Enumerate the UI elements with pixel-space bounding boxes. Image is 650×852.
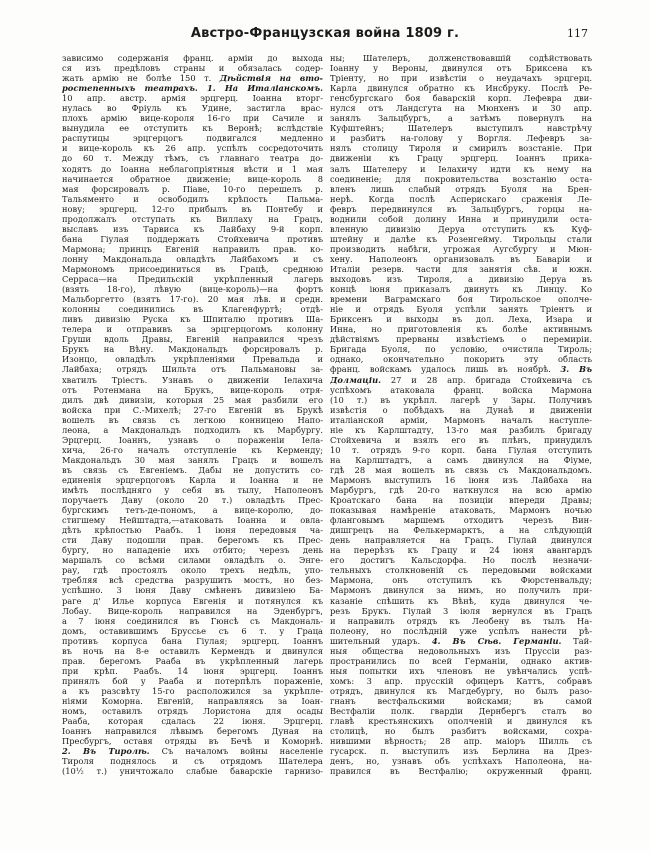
text-line: до 60 т. Между тѣмъ, съ главнаго театра до-	[62, 153, 323, 164]
text-line: ніе къ Карлштадту, 13-го мая разбилъ бригаду	[330, 424, 592, 435]
text-line: нившими вѣрность; 28 апр. маіоръ Шилль съ	[330, 736, 592, 747]
text-line: (взять 18-го), лѣвую (вице-король)—на фортъ	[62, 284, 323, 295]
text-line: нулся отъ Ландсгута на Мюнхенъ и 30 апр.	[330, 103, 592, 114]
text-line: Лайбаха; отрядъ Шильта отъ Пальмановы за-	[62, 364, 323, 375]
text-line: хомъ: 3 апр. прусскій офицеръ Каттъ, собравъ	[330, 675, 592, 686]
text-line: Мальборгетто (взятъ 17-го). 20 мая лѣв. и средн.	[62, 294, 323, 305]
text-line: Іоаннъ направился лѣвымъ берегомъ Дуная на	[62, 726, 323, 737]
text-line: Груши вдоль Дравы, Евгеній направился чрезъ	[62, 334, 323, 345]
text-line: Серраса—на Предильскій укрѣпленный лагерь	[62, 274, 323, 285]
text-line: движеніи къ Грацу эрцгерц. Іоаннъ прика-	[330, 153, 592, 164]
text-line: Пресбургъ, оставя отряды въ Бечѣ и Коморнѣ.	[62, 736, 323, 747]
text-line: хича, 26-го началъ отступленіе къ Керменду;	[62, 444, 323, 455]
text-line: успѣхомъ атаковала франц. войска Мармона	[330, 384, 592, 395]
text-line: Долмаціи. 27 и 28 апр. бригада Стойхевича съ	[330, 374, 592, 385]
text-line: жать армію не болѣе 150 т. Дѣйствія на вто-	[62, 73, 323, 84]
text-line: дилъ двѣ дивизіи, которыя 25 мая разбили его	[62, 394, 323, 405]
text-line: Рааба, которая сдалась 22 іюня. Эрцгерц.	[62, 716, 323, 727]
text-line: залъ Шателеру и Іелахичу идти къ нему на	[330, 163, 592, 174]
text-line: Карла двинулся обратно къ Инсбруку. Послѣ Ре-	[330, 83, 592, 94]
text-line: франц. войскамъ удалось лишь въ ноябрѣ. 3. Въ	[330, 364, 592, 375]
text-line: концѣ іюня приказалъ двинуть къ Линцу. Ко	[330, 284, 592, 295]
text-line: ны; Шателеръ, долженствовавшій содѣйствовать	[330, 53, 592, 63]
text-line: Мармономъ присоединиться въ Грацѣ, среднюю	[62, 263, 323, 274]
text-line: имѣть послѣдняго у себя въ тылу, Наполеонъ	[62, 485, 323, 496]
text-line: въ связь съ Евгеніемъ. Дабы не допустить со-	[62, 464, 323, 475]
text-line: дѣть крѣпостью Раабъ. 1 іюня передовыя ча-	[62, 525, 323, 536]
text-line: требляя всѣ средства разрушить мостъ, но без-	[62, 575, 323, 586]
text-line: ходятъ до Іоанна неблагопріятныя вѣсти и 1 мая	[62, 163, 323, 174]
text-line: мая форсировалъ р. Піаве, 10-го перешелъ р.	[62, 183, 323, 194]
text-line: лонну Макдональда овладѣть Лайбахомъ и съ	[62, 253, 323, 264]
text-line: принялъ бой у Рааба и потерпѣлъ пораженіе,	[62, 675, 323, 686]
text-line: Бриксенъ и выходы въ дол. Леха, Изара и	[330, 314, 592, 325]
text-line: плохъ армію вице-короля 16-го при Сачиле и	[62, 113, 323, 124]
text-line: единенія эрцгерцоговъ Карла и Іоанна и не	[62, 474, 323, 485]
text-line: Куфштейнъ; Шателеръ выступилъ навстрѣчу	[330, 123, 592, 134]
text-line: домъ, оставившимъ Бруссье съ 6 т. у Граца	[62, 625, 323, 636]
text-line: Мармонъ двинулся за нимъ, но получилъ при-	[330, 585, 592, 596]
text-line: маршалъ со всѣми силами овладѣлъ о. Энге-	[62, 555, 323, 566]
text-line: вошелъ въ связь съ легкою конницею Напо-	[62, 414, 323, 425]
text-line: Мармона, онъ отступилъ къ Фюрстенвальду;	[330, 575, 592, 586]
text-line: времени Ваграмскаго боя Тирольское ополче-	[330, 294, 592, 305]
text-line: вынудила ее отступить къ Веронѣ; вслѣдствіе	[62, 123, 323, 134]
text-line: полеону, но послѣдній уже успѣлъ нанести рѣ-	[330, 625, 592, 636]
text-line: а къ разсвѣту 15-го расположился за укрѣпле-	[62, 685, 323, 696]
text-line: пространились по всей Германіи, однако актив-	[330, 655, 592, 666]
text-line: Мармона; принцъ Евгеній направилъ прав. ко-	[62, 243, 323, 254]
text-line: отрядъ, двинулся къ Магдебургу, но былъ разо-	[330, 685, 592, 696]
text-column-right	[330, 53, 592, 776]
text-line: ніями Коморна. Евгеній, направляясь за Іоан-	[62, 696, 323, 706]
text-line: производить набѣги, угрожая Аугсбургу и Мюн-	[330, 243, 592, 254]
text-line: ся изъ предѣловъ страны и обязалась содер-	[62, 63, 323, 74]
text-line: войска при С.-Михелѣ; 27-го Евгеній въ Брукѣ	[62, 404, 323, 415]
text-line: и разбитъ на-голову у Воргля. Лефевръ за-	[330, 133, 592, 144]
text-line: выходовъ изъ Тироля, а дивизію Деруа въ	[330, 274, 592, 285]
text-line: дишгрецъ на Фелькермарктъ, а на слѣдующій	[330, 525, 592, 536]
text-line: нову; эрцгерц. 12-го прибылъ въ Понтебу и	[62, 203, 323, 214]
text-line: (10 т.) въ укрѣпл. лагерѣ у Зары. Получивъ	[330, 394, 592, 405]
text-line: раге д' Илье корпуса Евгенія и потянулся къ	[62, 595, 323, 606]
text-column-left	[62, 53, 323, 776]
text-line: резъ Брукъ. Гіулай 3 іюля вернулся въ Грацъ	[330, 605, 592, 616]
text-line: фланговымъ маршемъ отходитъ черезъ Вин-	[330, 515, 592, 526]
text-line: (10½ т.) уничтожало слабые баварскіе гарнизо-	[62, 766, 323, 777]
text-line: италіанской арміи, Мармонъ началъ наступле-	[330, 414, 592, 425]
text-line: прав. берегомъ Рааба въ укрѣпленный лагерь	[62, 655, 323, 666]
text-line: 10 апр. австр. армія эрцгерц. Іоанна вторг-	[62, 93, 323, 104]
text-line: тельныхъ столкновеній съ передовыми войсками	[330, 565, 592, 576]
text-line: ростепенныхъ театрахъ. 1. На Италіанскомъ.	[62, 83, 323, 94]
text-line: нулась во Фріуль къ Удине, застигла врас-	[62, 103, 323, 114]
text-line: а 7 іюня соединился въ Гюнсѣ съ Макдональ-	[62, 615, 323, 626]
text-line: колонны соединились въ Клагенфуртѣ; отдѣ-	[62, 304, 323, 315]
text-line: выславъ изъ Тарвиса къ Лайбаху 9-й корп.	[62, 223, 323, 234]
text-line: занялъ Зальцбургъ, а затѣмъ повернулъ на	[330, 113, 592, 124]
text-line: распутицы эрцгерцогъ подвигался медленно	[62, 133, 323, 144]
text-line: ныя общества недовольныхъ изъ Пруссіи раз-	[330, 645, 592, 656]
text-line: гнанъ вестфальскими войсками; въ самой	[330, 696, 592, 706]
text-line: однако, окончательно покорить эту область	[330, 354, 592, 365]
text-line: шительный ударъ. 4. Въ Сѣв. Германіи. Тай-	[330, 635, 592, 646]
text-line: Тріенту, но при извѣстіи о неудачахъ эрцгерц.	[330, 73, 592, 84]
text-line: правился въ Вестфалію; окруженный франц.	[330, 766, 592, 777]
text-line: Стойхевича и взялъ его въ плѣнъ, принудилъ	[330, 434, 592, 445]
text-line: день направляется на Грацъ. Гіулай двинулся	[330, 535, 592, 546]
text-line: Іоанну у Вероны, двинулся отъ Бриксена къ	[330, 63, 592, 74]
text-line: вленъ лишь слабый отрядъ Буоля на Брен-	[330, 183, 592, 194]
text-line: гусарск. п. выступилъ изъ Берлина на Дрез-	[330, 746, 592, 757]
text-line: Мармонъ выступилъ 16 іюня изъ Лайбаха на	[330, 474, 592, 485]
text-line: на перерѣзъ къ Грацу и 24 іюня авангардъ	[330, 545, 592, 556]
text-line: номъ, оставилъ отрядъ Лористона для осады	[62, 706, 323, 717]
text-line: продолжалъ отступать къ Виллаху на Грацъ,	[62, 213, 323, 224]
text-line: успѣшно. 3 іюня Даву смѣненъ дивизіею Ба-	[62, 585, 323, 596]
text-line: столицѣ, но былъ разбитъ войсками, сохра-	[330, 726, 592, 737]
text-line: и направилъ отрядъ къ Леобену въ тылъ На-	[330, 615, 592, 626]
text-line: его достигъ Кальсдорфа. Но послѣ незначи-	[330, 555, 592, 566]
text-line: вленную дивизію Деруа отступить къ Куф-	[330, 223, 592, 234]
text-line: Вестфаліи полк. гвардіи Дернбергъ сталъ во	[330, 706, 592, 717]
text-line: бургскимъ тетъ-де-пономъ, а вице-королю, до-	[62, 505, 323, 516]
text-line: гдѣ 28 мая вошелъ въ связь съ Макдональдомъ.	[330, 464, 592, 475]
text-line: ливъ дивизію Руска къ Шпиталю противъ Ша-	[62, 314, 323, 325]
text-line: казаніе спѣшить къ Вѣнѣ, куда двинулся че-	[330, 595, 592, 606]
page-title: Австро-Французская война 1809 г.	[190, 26, 460, 41]
text-line: сти Даву подошли прав. берегомъ къ Прес-	[62, 535, 323, 546]
text-line: Италіи резерв. части для занятія сѣв. и южн.	[330, 263, 592, 274]
text-line: стигшему Нейштадта,—атаковать Іоанна и овла-	[62, 515, 323, 526]
text-line: хватилъ Тріестъ. Узнавъ о движеніи Іелахича	[62, 374, 323, 385]
text-line: поручаетъ Даву (около 20 т.) овладѣть Прес-	[62, 495, 323, 506]
text-line: нялъ столицу Тироля и смирилъ возстаніе. При	[330, 143, 592, 154]
text-line: Кроатскаго бана на позиціи впереди Дравы;	[330, 495, 592, 506]
text-line: соединеніе; для покровительства возстанію оста-	[330, 173, 592, 184]
text-line: ніе и отрядъ Буоля успѣли занять Тріентъ и	[330, 304, 592, 315]
text-line: Бригада Буоля, по условію, очистила Тироль;	[330, 344, 592, 355]
text-line: показывая намѣреніе атаковать, Мармонъ ночью	[330, 505, 592, 516]
text-line: генсбургскаго боя баварскій корп. Лефевра дви-	[330, 93, 592, 104]
text-line: бургу, но нападеніе ихъ отбито; черезъ день	[62, 545, 323, 556]
text-line: воднили собой долину Инна и принудили оста-	[330, 213, 592, 224]
text-line: хену. Наполеонъ организовалъ въ Баваріи и	[330, 253, 592, 264]
text-line: при крѣп. Раабъ. 14 іюня эрцгерц. Іоаннъ	[62, 665, 323, 676]
text-line: февръ передвинулся въ Зальцбургъ, горцы на-	[330, 203, 592, 214]
text-line: бана Гіулая поддержать Стойхевича противъ	[62, 233, 323, 244]
page-number: 117	[567, 27, 588, 40]
text-line: Изонцо, овладѣлъ укрѣпленіями Превальда и	[62, 354, 323, 365]
text-line: телера и отправивъ за эрцгерцогомъ колонну	[62, 324, 323, 335]
text-line: ныя попытки ихъ членовъ не увѣнчались успѣ-	[330, 665, 592, 676]
text-line: на Карлштадтъ, а самъ двинулся на Фіуме,	[330, 454, 592, 465]
text-line: Марбургъ, гдѣ 20-го наткнулся на всю армію	[330, 485, 592, 496]
text-line: Инна, но приготовленія къ болѣе активнымъ	[330, 324, 592, 335]
text-line: штейну и далѣе къ Розенгейму. Тирольцы стали	[330, 233, 592, 244]
text-line: начинается обратное движеніе; вице-король 8	[62, 173, 323, 184]
text-line: Макдональдъ 30 мая занялъ Грацъ и вошелъ	[62, 454, 323, 465]
text-line: и вице-король къ 26 апр. успѣлъ сосредоточить	[62, 143, 323, 154]
text-line: денъ, но, узнавъ объ успѣхахъ Наполеона, на-	[330, 756, 592, 767]
text-line: Тальяменто и освободилъ крѣпость Пальма-	[62, 193, 323, 204]
text-line: противъ корпуса бана Гіулая; эрцгерц. Іоаннъ	[62, 635, 323, 646]
text-line: Лобау. Вице-король направился на Эденбургъ,	[62, 605, 323, 616]
text-line: въ ночь на 8-е оставилъ Кермендъ и двинулся	[62, 645, 323, 656]
text-line: 2. Въ Тиролѣ. Съ началомъ войны населеніе	[62, 746, 323, 757]
text-line: рау, гдѣ простоялъ около трехъ недѣль, упо-	[62, 565, 323, 576]
text-line: Эрцгерц. Іоаннъ, узнавъ о пораженіи Іела-	[62, 434, 323, 445]
text-line: зависимо содержанія франц. арміи до выхода	[62, 53, 323, 63]
text-line: извѣстія о побѣдахъ на Дунаѣ и движеніи	[330, 404, 592, 415]
text-line: нерѣ. Когда послѣ Асперискаго сраженія Ле-	[330, 193, 592, 204]
page-header	[0, 26, 650, 44]
text-line: дѣйствіямъ прерваны извѣстіемъ о перемиріи.	[330, 334, 592, 345]
text-line: главѣ крестьянскихъ ополченій и двинулся къ	[330, 716, 592, 727]
text-line: отъ Ротенмана на Брукъ, вице-король отря-	[62, 384, 323, 395]
text-line: Тироля поднялось и съ отрядомъ Шателера	[62, 756, 323, 767]
text-line: 10 т. отрядъ 9-го корп. бана Гіулая отступить	[330, 444, 592, 455]
text-line: Брукъ на Вѣну. Макдональдъ форсировалъ р.	[62, 344, 323, 355]
text-line: леона, а Макдональдъ подходилъ къ Марбургу.	[62, 424, 323, 435]
